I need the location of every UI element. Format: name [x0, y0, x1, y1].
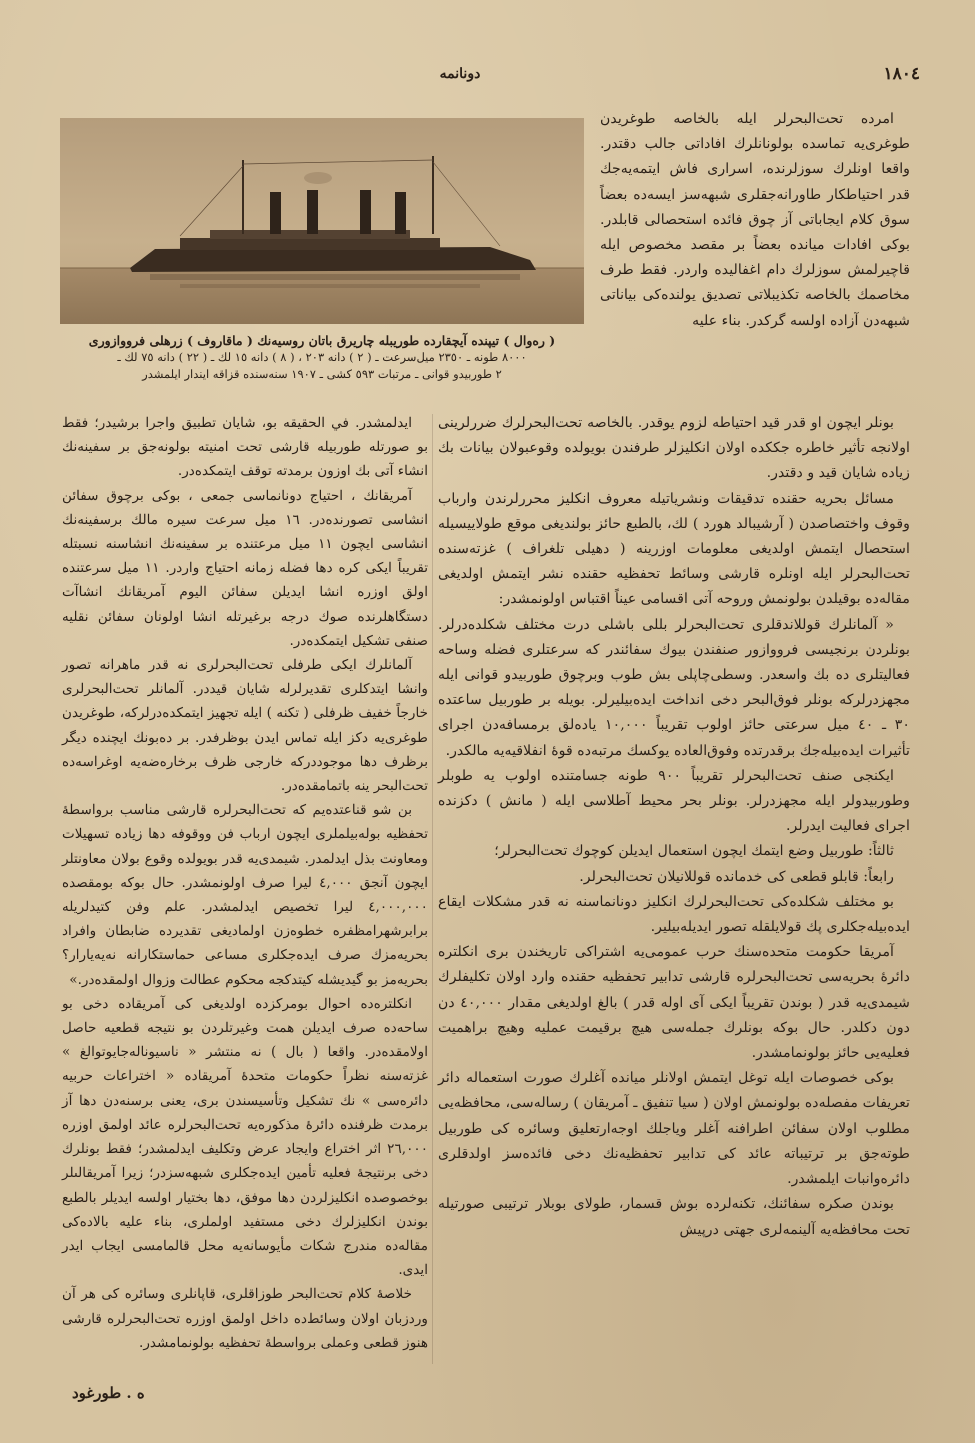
paragraph: امرده تحت‌البحرلر ايله بالخاصه طوغريدن طوغرى‌يه تماسده بولونانلرك افاداتى جالب دقتدر. واقعا اونلرك سوزلرنده، اسرارى فاش ايتمه‌يه‌جك قدر احتياطكار طاورانه‌جقلرى شبهه‌سز ايسه‌ده بعضاً سوق كلام ايجاباتى آز چوق فائده استحصالى قابلدر. بوكى افادات ميانده بعضاً بر مقصد مخصوص ايله قاچيرلمش سوزلرك دام اغفاليده واردر. فقط طرف مخاصمك بالخاصه تكذيبلاتى تصديق يولنده‌كى بياناتى شبهه‌دن آزاده اولسه گركدر. بناء عليه	[600, 111, 910, 329]
paragraph: بونلر ايچون او قدر قيد احتياطه لزوم يوقدر. بالخاصه تحت‌البحرلرك ضررلرينى اولانجه تأثير خاطره جككده اولان انكليزلر طرفندن بويولده وقوعبولان بيانات بك زياده شايان قيد و دقتدر.	[438, 415, 910, 482]
ship-deckhouse	[180, 238, 440, 250]
caption-specifications-2: ٢ طوربيدو قوانى ـ مرتبات ٥٩٣ كشى ـ ١٩٠٧ سنه‌سنده قزاقه ايندار ايلمشدر	[142, 367, 502, 381]
page-number: ١٨٠٤	[883, 64, 920, 84]
paragraph: بن شو قناعتده‌يم كه تحت‌البحرلره قارشى مناسب برواسطهٔ تحفظيه بوله‌بيلملرى ايچون ارباب فن ووقوفه دها زياده تسهيلات ومعاونت بذل ايدلمدر. شيمدى‌يه قدر بويولده وقوع بولان معاونتلر ايچون آنجق ٤,٠٠٠ ليرا صرف اولونمشدر. حال بوكه بومقصده ٤,٠٠٠,٠٠٠ ليرا تخصيص ايدلمشدر. علم وفن كتيدلريله برابرشهرامظفره خطوه‌زن اولماديغى تقديرده ضابطان وافراد بحريه‌مزك صرف ايده‌جكلرى مساعى حماستكارانه نه‌يه‌يارار؟ بحريه‌مز بو گيديشله كيتدكجه محكوم عطالت وزوال اولمقده‌در.»	[62, 802, 428, 988]
paragraph: رابعاً: قابلو قطعى كى خدمانده قوللانيلان تحت‌البحرلر.	[579, 868, 894, 885]
caption-specifications: ٨٠٠٠ طونه ـ ٢٣٥٠ ميل‌سرعت ـ ( ٢ ) دانه ٢٠٣ ، ( ٨ ) دانه ١٥ لك ـ ( ٢٢ ) دانه ٧٥ لك ـ	[117, 350, 527, 364]
page-header	[50, 64, 920, 88]
paragraph: بو مختلف شكلده‌كى تحت‌البحرلرك انكليز دونانماسنه نه قدر مشكلات ايقاع ايده‌بيله‌جكلرى پك قولايلقله تصور ايديله‌بيلير.	[438, 893, 910, 936]
column-right-top	[600, 107, 910, 334]
column-left	[62, 411, 428, 1355]
ship-hull	[130, 247, 536, 272]
column-right	[438, 411, 910, 1243]
paragraph: انكلتره‌ده احوال بومركزده اولديغى كى آمريقاده دخى بو ساحه‌ده صرف ايديلن همت وغيرتلردن بو نتيجه قطعيه حاصل اولامقده‌در. واقعا ( بال ) نه منتشر « ناسيونالەجايوتوالغ » غزته‌سنه نظراً حكومات متحدهٔ آمريقاده « اختراعات حربيه دائره‌سى » نك تشكيل وتأسيسندن برى، يعنى برسنه‌دن دها آز برمدت ظرفنده دائرهٔ مذكوره‌يه تحت‌البحرلره عائد اولمق اوزره ٢٦,٠٠٠ اثر اختراع وايجاد عرض وتكليف ايدلمشدر؛ فقط بونلرك دخى برنتيجهٔ فعليه تأمين ايده‌جكلرى شبهه‌سزدر؛ زيرا آمريقالىلر بوخصوصده انكليزلردن دها موفق، دها بختيار اولسه ايديلر بالطبع بوندن انكليزلرك دخى مستفيد اولملرى، بناء عليه بالاده‌كى مقاله‌ده مندرج شكات مأيوسانه‌يه محل قالمامسى ايجاب ايدر ايدى.	[62, 995, 428, 1279]
paragraph: آمريقانك ، احتياج دونانماسى جمعى ، بوكى برچوق سفائن انشاسى تصورنده‌در. ١٦ ميل سرعت سيره مالك برسفينه‌نك انشاسى ايچون ١١ ميل مرعتنده بر سفينه‌نك انشاسنه نسبتله تقريباً ايكى كره دها فضله زمانه احتياج واردر. ١١ ميل سرعتنده اولق اوزره انشا ايديلن سفائن اليوم آمريقانك انشاآت دستگاهلرنده صوك درجه برغيرتله انشا اولونان سفائن نقليه صنفى تشكيل ايتمكده‌در.	[62, 487, 428, 649]
ship-mast	[432, 156, 434, 234]
paragraph: آمريقا حكومت متحده‌سنك حرب عمومى‌يه اشتراكى تاريخندن برى انكلتره دائرهٔ بحريه‌سى تحت‌البحرلره قارشى تدابير تحفظيه حقنده وارد اولان تكليفلرك شيمدى‌يه قدر ( بوندن تقريباً ايكى آى اوله قدر ) بالغ اولديغى مقدار ٤٠,٠٠٠ دن دون دكلدر. حال بوكه بونلرك جمله‌سى هيچ برقيمت عمليه وهيچ براهميت فعليه‌يى حائز بولونمامشدر.	[438, 944, 910, 1062]
paragraph: خلاصهٔ كلام تحت‌البحر طوزاقلرى، قاپانلرى وسائره كى هر آن وردزبان اولان وسائط‌ده داخل اولمق اوزره تحت‌البحرلره قارشى هنوز قطعى وعملى برواسطهٔ تحفظيه بولونمامشدر.	[62, 1286, 428, 1351]
warship-illustration	[60, 118, 584, 324]
ship-funnel	[307, 190, 318, 234]
ship-mast	[242, 160, 244, 234]
paragraph: مسائل بحريه حقنده تدقيقات ونشرياتيله معروف انكليز محررلرندن وارباب وقوف واختصاصدن ( آرشيبالد هورد ) لك، بالطبع حائز بولنديغى موقع طولاييسيله استحصال ايتمش اولديغى معلومات اوزرينه ( دهيلى تلغراف ) غزته‌سنده تحت‌البحرلر ايله اونلره قارشى وسائط تحفظيه حقنده نشر ايتمش اولديغى مقاله‌ده بوقيلدن بولونمش وروحه آتى اقسامى عيناً اقتباس اولونمشدر:	[438, 490, 910, 608]
paragraph: ثالثاً: طوربيل وضع ايتمك ايچون استعمال ايديلن كوچوك تحت‌البحرلر؛	[494, 843, 894, 860]
ship-funnel	[270, 192, 281, 234]
ship-funnel	[395, 192, 406, 234]
cruiser-photograph	[60, 118, 584, 324]
ship-funnel	[360, 190, 371, 234]
author-signature: ه . طورغود	[72, 1384, 145, 1402]
paragraph: آلمانلرك ايكى طرفلى تحت‌البحرلرى نه قدر ماهرانه تصور وانشا ايتدكلرى تقديرلرله شايان قيددر. آلمانلر تحت‌البحرلرى خارجاً خفيف ظرفلى ( تكنه ) ايله تجهيز ايتمكده‌درلركه، طوغريدن طوغرى‌يه دكز ايله تماس ايدن بوظرفدر. بر دەبونك ايچنده ديگر برظرف دها موجوددركه خارجى ظرف برخاره‌ضه‌يه اوغراسه‌ده تحت‌البحر ينه باتمامقده‌در.	[62, 657, 428, 795]
paragraph: ايكنجى صنف تحت‌البحرلر تقريباً ٩٠٠ طونه جسامتنده اولوب يه طوبلر وطوربيدولر ايله مجهزدرلر. بونلر بحر محيط آطلاسى ايله ( مانش ) دكزنده اجراى فعاليت ايدرلر.	[438, 767, 910, 835]
paragraph: « آلمانلرك قوللاندقلرى تحت‌البحرلر بللى باشلى درت مختلف شكلده‌درلر. بونلردن برنجيسى فرووازور صنفندن بيوك سفائندر كه سرعتلرى فضله وساحه فعاليتلرى ده بك واسعدر. وسطى‌چاپلى بش طوب وبرچوق طوربيدو قوانى ايله مجهزدرلركه بونلر فوق‌البحر دخى انداخت ايده‌بيليرلر. بويله بر طوربيل ساعتده ٣٠ ـ ٤٠ ميل سرعتى حائز اولوب تقريباً ١٠,٠٠٠ يادەلق برمسافه‌دن اجراى تأثيرات ايده‌بيله‌جك برقدرتده وفوق‌العاده يوكسك مرتبه‌ده قوهٔ انفلاقيه‌يه مالكدر.	[438, 616, 910, 759]
column-divider	[432, 414, 433, 1364]
paragraph: بوندن صكره سفائنك، تكنه‌لرده بوش قسمار، طولاى بوبلار ترتيبى صورتيله تحت محافظه‌يه آلينمه‌لرى جهتى درپيش	[438, 1196, 910, 1238]
paragraph: ايدلمشدر. في الحقيقه بو، شايان تطبيق واجرا برشيدر؛ فقط بو صورتله طوربيله قارشى تحت امنيته بولونه‌جق بر سفينه‌نك انشاء آتى بك اوزون برمدته توقف ايتمكده‌در.	[62, 415, 428, 480]
caption-title: ( ره‌وال ) تيپنده آيچقارده طوريبله چاريرق باتان روسيه‌نك ( ماقاروف ) زرهلی فرووازوری	[88, 333, 556, 348]
paragraph: بوكى خصوصات ايله توغل ايتمش اولانلر ميانده آغلرك صورت استعماله دائر تعريفات مفصله‌ده بولونمش اولان ( سيا تنفيق ـ آمريقان ) رساله‌سى، محافظه‌يى مطلوب اولان سفائن اطرافنه آغلر وياجلك اوجه‌ارتعليق وسائره كى طوربيل طوته‌جق بر ترتيباته عائد كى تدابير تحفظيه‌نك دخى فائده‌سز اولدقلرى دائره‌وانبات ايلمشدر.	[438, 1070, 910, 1188]
magazine-name: دونانمه	[439, 66, 481, 82]
figure-caption	[60, 332, 584, 383]
